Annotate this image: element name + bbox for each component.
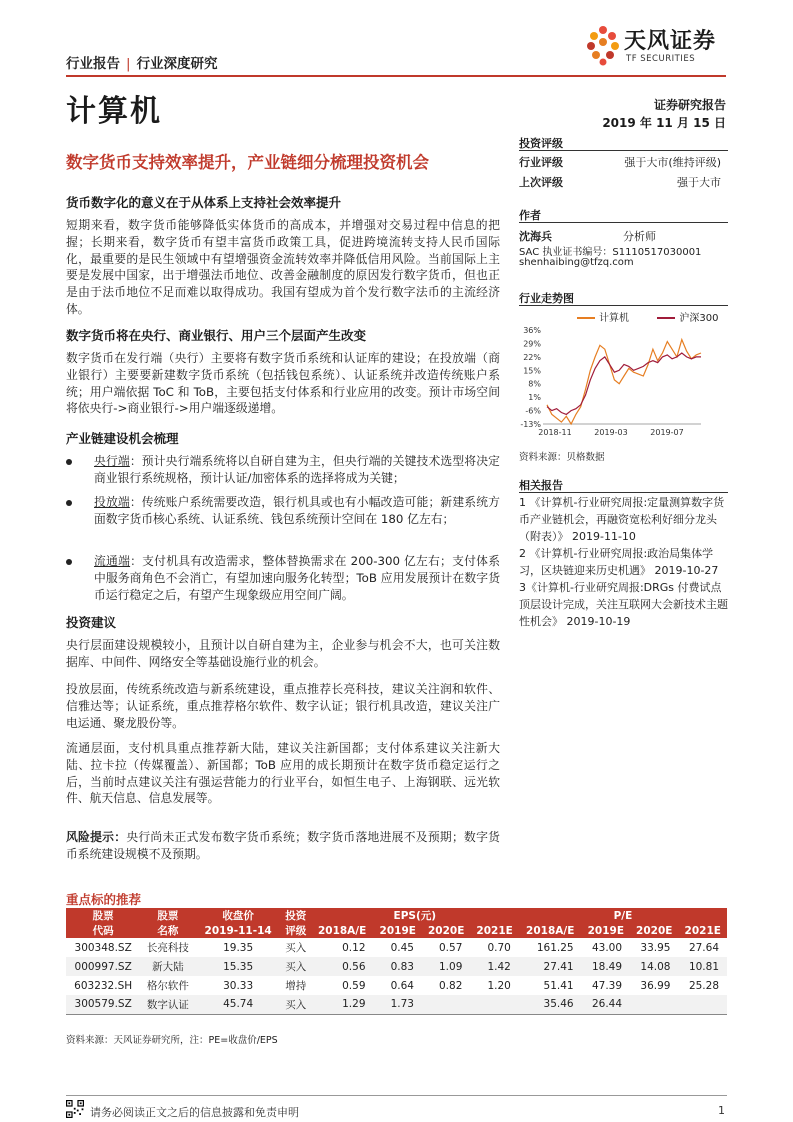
cell-eps: 0.57 (439, 941, 463, 954)
invest-paragraph-3: 流通层面，支付机具重点推荐新大陆，建议关注新国都；支付体系建议关注新大陆、拉卡拉（传媒覆盖）、新国都；ToB 应用的成长期预计在数字货币稳定运行之后，当前时点建议关注有强运营能力的行业平台，如恒生电子、上海钢联、远光软件、航天信息、信息发展等。 (66, 741, 500, 806)
cell-eps: 0.70 (487, 941, 511, 954)
chart-legend (577, 309, 718, 324)
y-tick-label: 1% (528, 393, 541, 403)
cell-code: 300348.SZ (74, 941, 132, 954)
th-year: 2021E (678, 923, 727, 938)
cell-eps: 0.45 (390, 941, 414, 954)
trend-chart (519, 309, 728, 439)
table-title: 重点标的推荐 (66, 892, 142, 907)
cell-pe (678, 995, 727, 1014)
cell-name: 数字认证 (140, 995, 195, 1014)
related-title: 相关报告 (519, 479, 563, 492)
cell-name: 新大陆 (140, 957, 195, 976)
th-year: 2020E (422, 923, 470, 938)
section-heading-2: 数字货币将在央行、商业银行、用户三个层面产生改变 (66, 328, 367, 343)
industry-rating-row (519, 154, 728, 170)
cell-eps: 0.82 (439, 979, 463, 992)
table-row (66, 995, 727, 1014)
th-price: 收盘价 (195, 908, 280, 923)
tf-flower-icon (584, 22, 622, 66)
cell-price: 45.74 (195, 995, 280, 1014)
cell-rating: 买入 (281, 995, 311, 1014)
th-invest: 投资 (281, 908, 311, 923)
cell-eps: 0.83 (374, 957, 422, 976)
cell-eps (422, 995, 470, 1014)
category-deep-research: 行业深度研究 (136, 56, 218, 72)
cell-eps: 0.56 (311, 957, 374, 976)
cell-pe: 10.81 (678, 957, 727, 976)
section-paragraph-1: 短期来看，数字货币能够降低实体货币的高成本，并增强对交易过程中信息的把握；长期来看，数字货币有望丰富货币政策工具，促进跨境流转支持人民币国际化，最重要的是民生领域中有望增强资金流转效率并降低信用风险。当前国际上主要是发展中国家，出于增强法币地位、改善金融制度的原因发行数字货币，但也正是由于法币地位不足而难以取得成功。我国有望成为首个发行数字法币的主流经济体。 (66, 218, 500, 316)
footer-disclaimer[interactable]: 请务必阅读正文之后的信息披露和免责申明 (90, 1106, 299, 1119)
bullet-text: ：传统账户系统需要改造，银行机具或也有小幅改造可能；新建系统方面数字货币核心系统、认证系统、钱包系统预计空间在 180 亿左右； (94, 495, 500, 526)
cell-eps: 1.42 (470, 957, 518, 976)
cell-eps: 1.20 (487, 979, 511, 992)
cell-code: 603232.SH (74, 979, 133, 992)
cell-rating: 增持 (285, 980, 307, 992)
cell-eps: 0.59 (342, 979, 366, 992)
th-pe: P/E (519, 908, 727, 923)
report-category (66, 52, 218, 72)
th-year: 2019E (374, 923, 422, 938)
cell-pe: 27.41 (519, 957, 582, 976)
prev-rating-row (519, 174, 728, 190)
trend-source: 资料来源：贝格数据 (519, 452, 605, 463)
legend-line-hs300 (657, 317, 675, 319)
risk-label: 风险提示： (66, 830, 127, 844)
industry-rating-value: 强于大市(维持评级) (624, 156, 721, 169)
section-heading-3: 产业链建设机会梳理 (66, 431, 179, 446)
sidebar-divider (519, 305, 728, 306)
cell-price: 30.33 (223, 979, 254, 992)
related-report-item[interactable]: 1 《计算机-行业研究周报:定量测算数字货币产业链机会，再融资宽松利好细分龙头（附表）》 2019-11-10 (519, 496, 725, 543)
cell-pe: 14.08 (630, 957, 678, 976)
th-year: 2018A/E (519, 923, 582, 938)
cell-pe: 47.39 (591, 979, 623, 992)
th-rating: 评级 (281, 923, 311, 938)
report-date: 2019 年 11 月 15 日 (602, 116, 726, 130)
section-paragraph-2: 数字货币在发行端（央行）主要将有数字货币系统和认证库的建设；在投放端（商业银行）主要要新建数字货币系统（包括钱包系统）、认证系统并改造传统账户系统；用户端依据 ToC 和 ToB，主要包括支付体系和行业应用的改变。预计市场空间将依央行->商业银行->用户端逐级递增。 (66, 351, 500, 416)
cell-eps: 0.64 (390, 979, 414, 992)
prev-rating-value: 强于大市 (677, 176, 721, 189)
author-role: 分析师 (623, 230, 656, 243)
rating-title: 投资评级 (519, 137, 563, 150)
page-title: 计算机 (66, 94, 162, 129)
x-tick-label: 2019-03 (594, 428, 628, 437)
cell-pe: 25.28 (688, 979, 719, 992)
logo-english-name: TF SECURITIES (626, 54, 696, 64)
cell-pe: 43.00 (591, 941, 623, 954)
page-number: 1 (718, 1104, 725, 1117)
cell-pe: 27.64 (688, 941, 719, 954)
bullet-dot-icon (66, 500, 72, 506)
author-cert: SAC 执业证书编号：S1110517030001 (519, 247, 702, 258)
cell-rating: 买入 (281, 957, 311, 976)
cell-name: 格尔软件 (146, 980, 189, 992)
cell-pe: 33.95 (640, 941, 671, 954)
author-block (519, 228, 728, 271)
table-source: 资料来源：天风证券研究所，注：PE=收盘价/EPS (66, 1035, 278, 1046)
table-row (66, 938, 727, 957)
logo-chinese-name: 天风证券 (624, 29, 717, 54)
stock-recommendation-table (66, 908, 727, 1015)
th-stock-code-top: 股票 (66, 908, 140, 923)
bullet-item (66, 553, 500, 603)
y-tick-label: 8% (528, 379, 541, 389)
cell-pe: 35.46 (519, 995, 582, 1014)
cell-price: 15.35 (195, 957, 280, 976)
industry-rating-label: 行业评级 (519, 156, 563, 169)
cell-pe: 36.99 (640, 979, 671, 992)
th-name: 名称 (140, 923, 195, 938)
company-logo (584, 22, 734, 70)
risk-warning (66, 829, 500, 863)
cell-pe: 161.25 (536, 941, 574, 954)
header-rule (66, 75, 726, 77)
y-tick-label: 22% (523, 352, 541, 362)
section-heading-4: 投资建议 (66, 615, 117, 630)
th-code: 代码 (66, 923, 140, 938)
footer-rule (66, 1095, 727, 1096)
related-report-item[interactable]: 2 《计算机-行业研究周报:政治局集体学习，区块链迎来历史机遇》 2019-10-27 (519, 547, 719, 577)
table-row (66, 976, 727, 995)
cell-code: 000997.SZ (66, 957, 140, 976)
cell-eps: 1.09 (422, 957, 470, 976)
cell-pe: 51.41 (543, 979, 574, 992)
related-reports-list (519, 494, 728, 630)
author-email[interactable]: shenhaibing@tfzq.com (519, 257, 634, 268)
sidebar-divider (519, 222, 728, 223)
legend-label-computer: 计算机 (599, 313, 629, 324)
bullet-item (66, 494, 500, 528)
bullet-text: ：预计央行端系统将以自研自建为主，但央行端的关键技术选型将决定商业银行系统规格，预计认证/加密体系的选择将成为关键； (94, 454, 500, 485)
cell-eps: 0.12 (342, 941, 366, 954)
th-year: 2021E (470, 923, 518, 938)
bullet-text: ：支付机具有改造需求，整体替换需求在 200-300 亿左右；支付体系中服务商角色不会消亡，有望加速向服务化转型；ToB 应用发展预计在数字货币运行稳定之后，有望产生现象级应用空间广阔。 (94, 554, 500, 602)
related-report-item[interactable]: 3《计算机-行业研究周报:DRGs 付费试点顶层设计完成，关注互联网大会新技术主题性机会》 2019-10-19 (519, 581, 728, 628)
cell-eps: 1.73 (374, 995, 422, 1014)
prev-rating-label: 上次评级 (519, 176, 563, 189)
cell-code: 300579.SZ (66, 995, 140, 1014)
bullet-dot-icon (66, 459, 72, 465)
report-headline: 数字货币支持效率提升，产业链细分梳理投资机会 (66, 153, 429, 172)
y-tick-label: -13% (520, 420, 541, 429)
sidebar-divider (519, 150, 728, 151)
cell-eps: 1.29 (311, 995, 374, 1014)
cell-price: 19.35 (223, 941, 254, 954)
x-tick-label: 2018-11 (538, 428, 572, 437)
y-tick-label: 36% (523, 326, 541, 335)
invest-paragraph-2: 投放层面，传统系统改造与新系统建设，重点推荐长亮科技，建议关注润和软件、信雅达等；认证系统，重点推荐格尔软件、数字认证；银行机具改造，建议关注广电运通、聚龙股份等。 (66, 682, 500, 730)
legend-line-computer (577, 317, 595, 319)
category-separator: | (126, 56, 131, 72)
bullet-label: 投放端 (94, 495, 130, 509)
author-name: 沈海兵 (519, 230, 552, 243)
bullet-label: 央行端 (94, 454, 130, 468)
category-industry-report: 行业报告 (66, 56, 120, 72)
th-date: 2019-11-14 (195, 923, 280, 938)
cell-name: 长亮科技 (146, 942, 189, 954)
bullet-label: 流通端 (94, 554, 131, 568)
cell-pe: 26.44 (582, 995, 630, 1014)
trend-title: 行业走势图 (519, 292, 574, 305)
table-row (66, 957, 727, 976)
sidebar-divider (519, 492, 728, 493)
bullet-item (66, 453, 500, 487)
cell-eps (470, 995, 518, 1014)
y-tick-label: 15% (523, 366, 541, 376)
series-line-hs300 (547, 353, 701, 414)
section-heading-1: 货币数字化的意义在于从体系上支持社会效率提升 (66, 195, 342, 210)
legend-label-hs300: 沪深300 (679, 313, 719, 324)
cell-pe (630, 995, 678, 1014)
x-tick-label: 2019-07 (650, 428, 684, 437)
trend-chart-svg (519, 324, 728, 449)
risk-text: 央行尚未正式发布数字货币系统；数字货币落地进展不及预期；数字货币系统建设规模不及预期。 (66, 830, 500, 861)
cell-rating: 买入 (285, 942, 307, 954)
th-year: 2019E (582, 923, 630, 938)
th-year: 2018A/E (311, 923, 374, 938)
th-year: 2020E (630, 923, 678, 938)
th-eps: EPS(元) (311, 908, 519, 923)
invest-paragraph-1: 央行层面建设规模较小，且预计以自研自建为主，企业参与机会不大，也可关注数据库、中间件、网络安全等基础设施行业的机会。 (66, 638, 500, 669)
bullet-dot-icon (66, 559, 72, 565)
th-stock-name-top: 股票 (140, 908, 195, 923)
y-tick-label: 29% (523, 339, 541, 349)
y-tick-label: -6% (525, 406, 541, 416)
cell-pe: 18.49 (582, 957, 630, 976)
author-title: 作者 (519, 209, 541, 222)
report-type: 证券研究报告 (653, 98, 726, 112)
qr-code-icon (66, 1100, 84, 1118)
